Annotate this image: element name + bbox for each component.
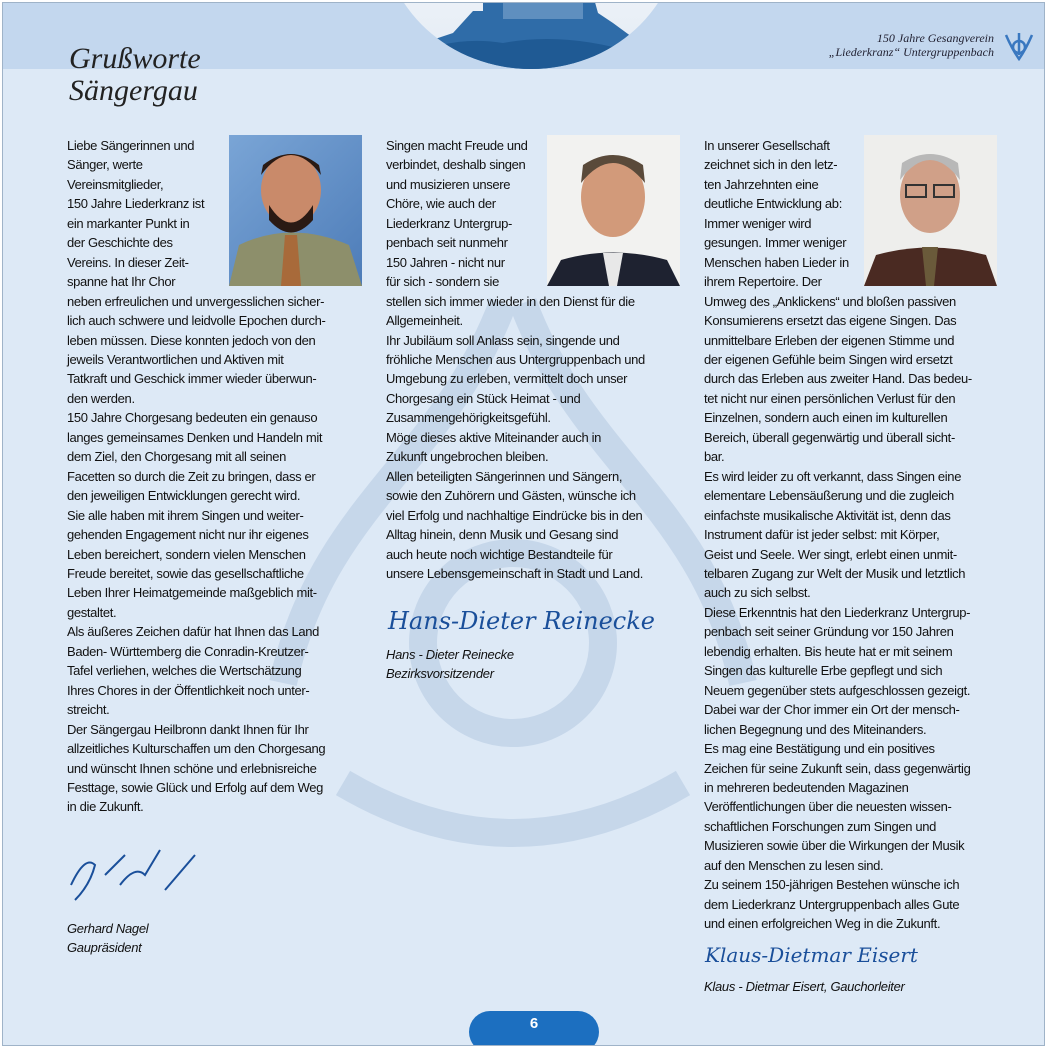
text-line: lich auch schwere und leidvolle Epochen durch-: [67, 313, 326, 329]
text-line: Allgemeinheit.: [386, 313, 463, 329]
text-line: Singen macht Freude und: [386, 138, 528, 153]
text-line: Vereins. In dieser Zeit-: [67, 254, 189, 270]
text-line: und musizieren unsere: [386, 176, 511, 192]
text-line: Facetten so durch die Zeit zu bringen, dass er: [67, 468, 316, 484]
text-line: Der Sängergau Heilbronn dankt Ihnen für Ihr: [67, 721, 309, 737]
text-line: gesungen. Immer weniger: [704, 235, 847, 251]
brand-line: 150 Jahre Gesangverein: [876, 31, 994, 45]
text-line: spanne hat Ihr Chor: [67, 274, 176, 290]
text-line: unmittelbare Erleben der eigenen Stimme und: [704, 332, 955, 348]
text-line: Chorgesang ein Stück Heimat - und: [386, 390, 581, 406]
text-line: leben müssen. Diese konnten jedoch von den: [67, 332, 316, 348]
column-greeting-nagel: [67, 136, 326, 817]
signer-role: Bezirksvorsitzender: [386, 666, 494, 681]
text-line: Einzelnen, sondern auch einen im kulturellen: [704, 410, 948, 426]
text-line: Musizieren sowie über die Wirkungen der Musik: [704, 838, 965, 854]
text-line: 150 Jahren - nicht nur: [386, 254, 505, 270]
text-line: ihrem Repertoire. Der: [704, 274, 822, 290]
text-line: Menschen haben Lieder in: [704, 254, 849, 270]
signer-name: Hans - Dieter Reinecke: [386, 647, 514, 662]
text-line: tet nicht nur einen persönlichen Verlust für den: [704, 390, 956, 406]
text-line: elementare Lebensäußerung und die zugleich: [704, 488, 954, 504]
page-number: 6: [469, 1011, 599, 1046]
page-title: [69, 43, 201, 107]
text-line: einfachste musikalische Aktivität ist, denn das: [704, 507, 951, 523]
text-line: Veröffentlichungen über die neuesten wissen-: [704, 799, 952, 815]
text-line: neben erfreulichen und unvergesslichen sicher-: [67, 293, 325, 309]
text-line: stellen sich immer wieder in den Dienst für die: [386, 293, 635, 309]
signer-name: Klaus - Dietmar Eisert, Gauchorleiter: [704, 979, 905, 994]
text-line: ten Jahrzehnten eine: [704, 176, 819, 192]
text-line: Umgebung zu erleben, vermittelt doch unser: [386, 371, 628, 387]
text-line: lebendig erhalten. Bis heute hat er mit seinem: [704, 643, 953, 659]
text-line: Sänger, werte: [67, 157, 143, 173]
text-line: penbach seit seiner Gründung vor 150 Jahren: [704, 624, 954, 640]
text-line: unsere Lebensgemeinschaft in Stadt und Land.: [386, 565, 644, 581]
text-line: verbindet, deshalb singen: [386, 157, 526, 173]
text-line: Baden- Württemberg die Conradin-Kreutzer-: [67, 643, 309, 659]
text-line: jeweils Verantwortlichen und Aktiven mit: [67, 351, 284, 367]
text-line: lichen Begegnung und des Miteinanders.: [704, 721, 927, 737]
text-line: Instrument dafür ist jeder selbst: mit Körper,: [704, 527, 940, 543]
text-line: sowie den Zuhörern und Gästen, wünsche ich: [386, 488, 636, 504]
text-line: bar.: [704, 449, 725, 465]
title-line: Grußworte: [69, 42, 201, 75]
text-line: In unserer Gesellschaft: [704, 138, 830, 153]
text-line: der eigenen Gefühle beim Singen wird ersetzt: [704, 351, 953, 367]
text-line: Immer weniger wird: [704, 215, 812, 231]
brand-text: [829, 31, 994, 59]
text-line: telbaren Zugang zur Welt der Musik und letztlich: [704, 565, 966, 581]
text-line: Freude bereitet, sowie das gesellschaftliche: [67, 565, 304, 581]
signature-nagel: [65, 845, 205, 905]
text-line: in mehreren bedeutenden Magazinen: [704, 779, 909, 795]
text-line: fröhliche Menschen aus Untergruppenbach und: [386, 351, 645, 367]
lyre-logo-icon: [1002, 29, 1036, 63]
text-line: streicht.: [67, 702, 110, 718]
signature-eisert: Klaus-Dietmar Eisert: [705, 943, 918, 967]
text-line: auf den Menschen zu lesen sind.: [704, 857, 884, 873]
text-line: Singen das kulturelle Erbe gepflegt und sich: [704, 663, 943, 679]
text-line: Diese Erkenntnis hat den Liederkranz Untergrup-: [704, 604, 971, 620]
text-line: Es wird leider zu oft verkannt, dass Singen eine: [704, 468, 962, 484]
text-line: Es mag eine Bestätigung und ein positives: [704, 741, 935, 757]
text-line: Bereich, überall gegenwärtig und überall sicht-: [704, 429, 955, 445]
text-line: Als äußeres Zeichen dafür hat Ihnen das Land: [67, 624, 319, 640]
text-line: viel Erfolg und nachhaltige Eindrücke bis in den: [386, 507, 643, 523]
text-line: 150 Jahre Chorgesang bedeuten ein genauso: [67, 410, 318, 426]
text-line: Tatkraft und Geschick immer wieder überwun-: [67, 371, 317, 387]
text-line: Leben Ihrer Heimatgemeinde maßgeblich mit-: [67, 585, 317, 601]
signer-name: Gerhard Nagel: [67, 921, 149, 936]
text-line: Dabei war der Chor immer ein Ort der mensch-: [704, 702, 960, 718]
text-line: der Geschichte des: [67, 235, 173, 251]
text-line: Allen beteiligten Sängerinnen und Sängern,: [386, 468, 623, 484]
text-line: Tafel verliehen, welches die Wertschätzung: [67, 663, 302, 679]
signature-reinecke: Hans-Dieter Reinecke: [388, 607, 655, 635]
text-line: Alltag hinein, denn Musik und Gesang sind: [386, 527, 619, 543]
text-line: langes gemeinsames Denken und Handeln mit: [67, 429, 323, 445]
text-line: ein markanter Punkt in: [67, 215, 190, 231]
text-line: Zusammengehörigkeitsgefühl.: [386, 410, 551, 426]
text-line: schaftlichen Forschungen zum Singen und: [704, 818, 937, 834]
column-greeting-eisert: [704, 136, 972, 934]
text-line: Zeichen für seine Zukunft sein, dass gegenwärtig: [704, 760, 971, 776]
text-line: dem Liederkranz Untergruppenbach alles Gute: [704, 896, 960, 912]
text-line: auch heute noch wichtige Bestandteile für: [386, 546, 613, 562]
text-line: in die Zukunft.: [67, 799, 144, 815]
brand-line: „Liederkranz“ Untergruppenbach: [828, 45, 994, 59]
signer-role: Gaupräsident: [67, 940, 142, 955]
text-line: Konsumierens ersetzt das eigene Singen. Das: [704, 313, 957, 329]
text-line: allzeitliches Kulturschaffen um den Chorgesang: [67, 741, 326, 757]
text-line: Chöre, wie auch der: [386, 196, 496, 212]
text-line: Neuem gegenüber stets aufgeschlossen gezeigt.: [704, 682, 971, 698]
text-line: und wünscht Ihnen schöne und erlebnisreiche: [67, 760, 317, 776]
text-line: Vereinsmitglieder,: [67, 176, 164, 192]
signer-block: [386, 645, 514, 683]
text-line: den jeweiligen Entwicklungen gerecht wird.: [67, 488, 301, 504]
title-line: Sängergau: [69, 74, 198, 107]
text-line: Geist und Seele. Wer singt, erlebt einen unmit-: [704, 546, 957, 562]
text-line: Umweg des „Anklickens“ und bloßen passiven: [704, 293, 956, 309]
signer-block: [67, 919, 148, 957]
text-line: Sie alle haben mit ihrem Singen und weiter-: [67, 507, 304, 523]
text-line: dem Ziel, den Chorgesang mit all seinen: [67, 449, 287, 465]
text-line: auch zu sich selbst.: [704, 585, 811, 601]
text-line: zeichnet sich in den letz-: [704, 157, 838, 173]
text-line: Festtage, sowie Glück und Erfolg auf dem Weg: [67, 779, 324, 795]
text-line: Zukunft ungebrochen bleiben.: [386, 449, 549, 465]
text-line: Liederkranz Untergrup-: [386, 215, 512, 231]
page: [2, 2, 1045, 1046]
text-line: gehenden Engagement nicht nur ihr eigenes: [67, 527, 309, 543]
column-greeting-reinecke: [386, 136, 645, 583]
text-line: Zu seinem 150-jährigen Bestehen wünsche ich: [704, 877, 960, 893]
text-line: gestaltet.: [67, 604, 117, 620]
text-line: penbach seit nunmehr: [386, 235, 508, 251]
signer-block: [704, 977, 905, 996]
text-line: Möge dieses aktive Miteinander auch in: [386, 429, 602, 445]
text-line: und einen erfolgreichen Weg in die Zukunft.: [704, 916, 941, 932]
text-line: Liebe Sängerinnen und: [67, 138, 195, 153]
text-line: 150 Jahre Liederkranz ist: [67, 196, 205, 212]
text-line: deutliche Entwicklung ab:: [704, 196, 842, 212]
text-line: für sich - sondern sie: [386, 274, 499, 290]
text-line: Ihres Chores in der Öffentlichkeit noch unter-: [67, 682, 310, 698]
text-line: durch das Erleben aus zweiter Hand. Das bedeu-: [704, 371, 972, 387]
text-line: den werden.: [67, 390, 135, 406]
text-line: Leben bereichert, sondern vielen Menschen: [67, 546, 306, 562]
text-line: Ihr Jubiläum soll Anlass sein, singende und: [386, 332, 620, 348]
